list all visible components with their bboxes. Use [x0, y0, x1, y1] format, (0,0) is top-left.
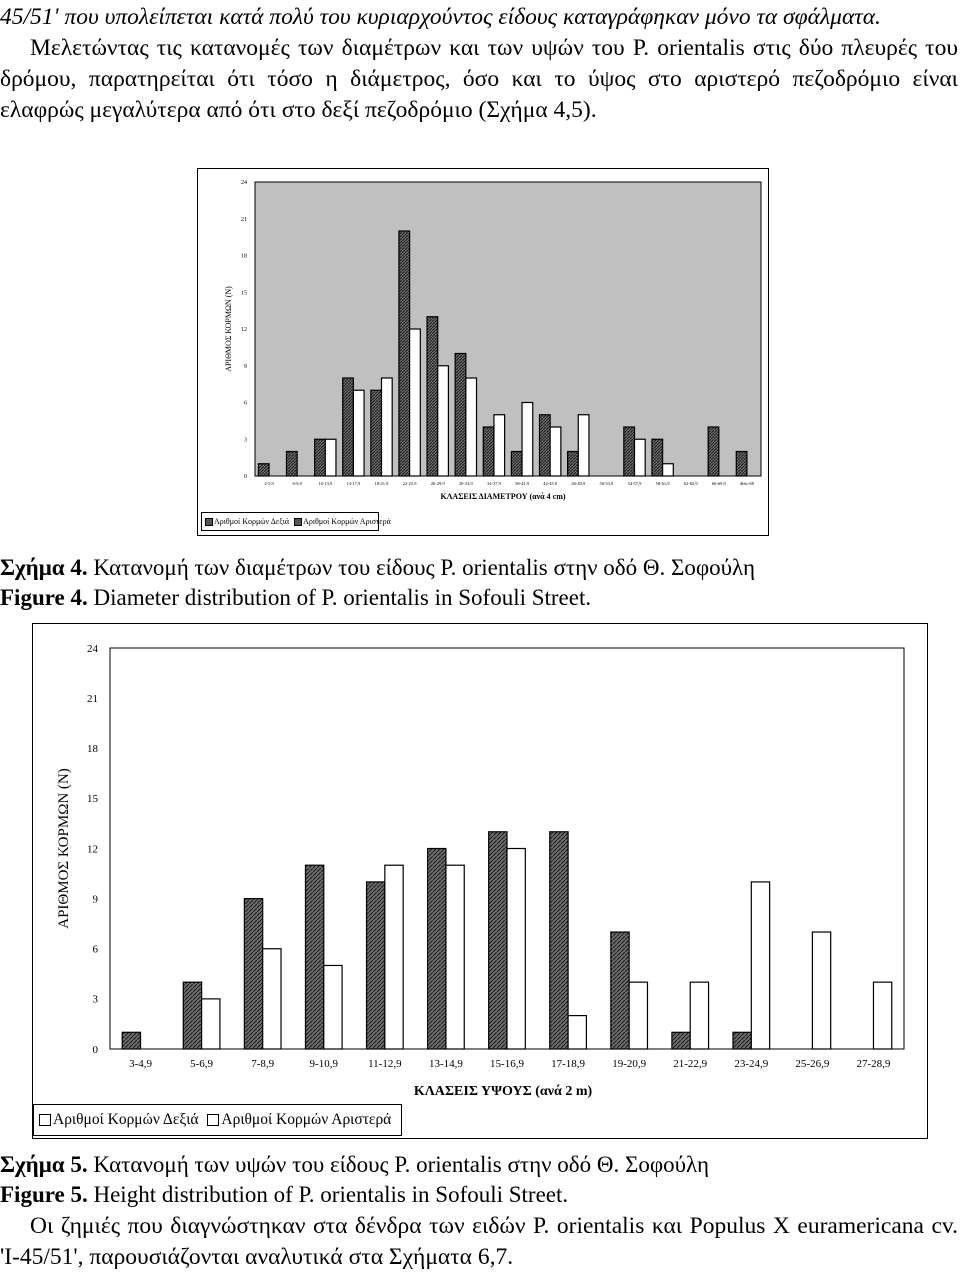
bar-right [258, 464, 269, 476]
x-tick-label: 25-26,9 [795, 1058, 830, 1070]
y-tick-label: 12 [87, 843, 98, 856]
figure-4-text-gr: Κατανομή των διαμέτρων του είδους P. orientalis στην οδό Θ. Σοφούλη [87, 555, 756, 580]
x-tick-label: 26-29,9 [430, 481, 445, 486]
figure-5-label-gr: Σχήμα 5. [0, 1152, 88, 1177]
x-tick-label: 21-22,9 [673, 1058, 708, 1070]
bar-left [522, 403, 533, 477]
x-tick-label: 18-21,9 [374, 481, 389, 486]
bar-right [736, 452, 747, 477]
x-tick-label: 14-17,9 [346, 481, 361, 486]
bar-right [539, 415, 550, 476]
x-tick-label: 7-8,9 [251, 1058, 275, 1070]
x-tick-label: 19-20,9 [612, 1058, 647, 1070]
x-tick-label: 22-25,9 [402, 481, 417, 486]
outro-text: Οι ζημιές που διαγνώστηκαν στα δένδρα των ειδών P. orientalis και Populus X euramericana cv. 'I-45/51', παρουσιάζονται αναλυτικά στα Σχήματα 6,7. [0, 1213, 958, 1270]
y-tick-label: 21 [87, 692, 98, 705]
x-tick-label: 2-5,9 [264, 481, 274, 486]
diameter-chart-svg [198, 169, 768, 535]
bar-left [382, 378, 393, 476]
figure-4-label-en: Figure 4. [0, 585, 88, 610]
bar-left [550, 427, 561, 476]
x-tick-label: 34-37,9 [487, 481, 501, 486]
bar-left [629, 982, 647, 1049]
legend-label-left: Αριθμοί Κορμών Αριστερά [221, 1111, 392, 1128]
x-tick-label: 54-57,9 [627, 481, 642, 486]
bar-right [568, 452, 579, 477]
bar-left [494, 415, 505, 476]
bar-right [611, 932, 629, 1049]
bar-right [427, 317, 438, 476]
x-tick-label: 13-14,9 [428, 1058, 463, 1070]
bar-left [812, 932, 830, 1049]
bar-left [410, 329, 421, 476]
legend-label-right: Αριθμοί Κορμών Δεξιά [53, 1111, 199, 1128]
y-axis-label: ΑΡΙΘΜΟΣ ΚΟΡΜΩΝ (Ν) [56, 768, 72, 929]
bar-left [446, 865, 464, 1049]
x-tick-label: 46-49,9 [571, 481, 586, 486]
bar-right [455, 354, 466, 477]
y-tick-label: 3 [92, 993, 98, 1006]
x-tick-label: 15-16,9 [490, 1058, 524, 1070]
x-tick-label: 10-13,9 [318, 481, 333, 486]
x-tick-label: 30-33,9 [458, 481, 473, 486]
bar-right [708, 427, 719, 476]
y-tick-label: 12 [241, 327, 247, 334]
bar-right [183, 982, 201, 1049]
intro-paragraph-2: Μελετώντας τις κατανομές των διαμέτρων και των υψών του P. orientalis στις δύο πλευρές του δρόμου, παρατηρείται ότι τόσο η διάμετρος, όσο και το ύψος στο αριστερό πεζοδρόμιο είναι ελαφρώς μεγαλύτερα από ότι στο δεξί πεζοδρόμιο (Σχήμα 4,5). [0, 35, 958, 123]
y-tick-label: 3 [244, 437, 247, 444]
bar-left [751, 882, 769, 1049]
y-tick-label: 6 [92, 943, 98, 956]
y-tick-label: 18 [87, 743, 98, 756]
legend-swatch-left [207, 1114, 219, 1126]
bar-right [733, 1032, 751, 1049]
bar-right [286, 452, 297, 477]
bar-left [873, 982, 891, 1049]
y-tick-label: 0 [92, 1043, 98, 1056]
figure-4-text-en: Diameter distribution of P. orientalis in Sofouli Street. [87, 585, 592, 610]
y-tick-label: 18 [241, 253, 247, 260]
intro-line-1: 45/51' που υπολείπεται κατά πολύ του κυριαρχούντος είδους καταγράφηκαν μόνο τα σφάλματα. [0, 4, 881, 30]
figure-5-legend [33, 1104, 402, 1136]
bar-left [438, 366, 449, 476]
x-tick-label: 50-53,9 [599, 481, 614, 486]
x-tick-label: 38-41,9 [515, 481, 529, 486]
x-tick-label: 17-18,9 [551, 1058, 586, 1070]
y-tick-label: 6 [244, 400, 247, 407]
bar-left [385, 865, 403, 1049]
y-tick-label: 21 [241, 216, 247, 223]
bar-right [489, 832, 507, 1049]
y-tick-label: 24 [87, 642, 98, 655]
x-tick-label: 11-12,9 [368, 1058, 402, 1070]
bar-left [353, 390, 364, 476]
x-tick-label: 23-24,9 [734, 1058, 769, 1070]
bar-left [690, 982, 708, 1049]
figure-5-caption-en [0, 1180, 568, 1210]
bar-right [305, 865, 323, 1049]
y-tick-label: 9 [92, 893, 98, 906]
figure-5-text-en: Height distribution of P. orientalis in Sofouli Street. [87, 1182, 569, 1207]
bar-right [315, 439, 326, 476]
x-tick-label: 5-6,9 [190, 1058, 214, 1070]
figure-4-caption-gr [0, 553, 755, 583]
y-tick-label: 9 [244, 363, 247, 370]
bar-left [466, 378, 477, 476]
height-chart-svg [33, 624, 927, 1138]
figure-4-label-gr: Σχήμα 4. [0, 555, 88, 580]
x-tick-label: 58-61,9 [655, 481, 670, 486]
bar-right [652, 439, 663, 476]
bar-right [428, 849, 446, 1050]
x-tick-label: 27-28,9 [856, 1058, 891, 1070]
bar-right [550, 832, 568, 1049]
x-tick-label: 3-4,9 [129, 1058, 152, 1070]
bar-left [202, 999, 220, 1049]
bar-right [244, 899, 262, 1049]
figure-5-caption-gr [0, 1150, 709, 1180]
bar-left [263, 949, 281, 1049]
legend-swatch-right [205, 518, 213, 526]
y-tick-label: 0 [244, 474, 247, 481]
bar-right [511, 452, 522, 477]
figure-4-legend [201, 512, 391, 531]
bar-right [483, 427, 494, 476]
intro-text [0, 2, 958, 126]
bar-left [635, 439, 646, 476]
bar-right [672, 1032, 690, 1049]
x-tick-label: 9-10,9 [309, 1058, 338, 1070]
bar-right [399, 231, 410, 476]
x-tick-label: 42-45,9 [543, 481, 558, 486]
bar-right [624, 427, 635, 476]
legend-swatch-left [294, 518, 302, 526]
figure-5-text-gr: Κατανομή των υψών του είδους P. orientalis στην οδό Θ. Σοφούλη [87, 1152, 710, 1177]
y-tick-label: 15 [87, 793, 98, 806]
legend-swatch-right [39, 1114, 51, 1126]
figure-5-label-en: Figure 5. [0, 1182, 88, 1207]
x-tick-label: 6-9,9 [292, 481, 302, 486]
figure-4-chart [197, 168, 769, 536]
bar-left [663, 464, 674, 476]
x-tick-label: 62-65,9 [683, 481, 698, 486]
legend-label-left: Αριθμοί Κορμών Αριστερά [303, 517, 391, 526]
bar-right [367, 882, 385, 1049]
plot-area [255, 182, 761, 476]
figure-4-caption-en [0, 583, 591, 613]
x-axis-label: ΚΛΑΣΕΙΣ ΥΨΟΥΣ (ανά 2 m) [413, 1084, 593, 1099]
bar-left [324, 965, 342, 1049]
bar-left [325, 439, 336, 476]
bar-right [371, 390, 382, 476]
x-axis-label: ΚΛΑΣΕΙΣ ΔΙΑΜΕΤΡΟΥ (ανά 4 cm) [440, 492, 566, 501]
bar-right [343, 378, 354, 476]
bar-left [507, 849, 525, 1050]
y-tick-label: 24 [241, 180, 247, 187]
x-tick-label: 66-69,9 [711, 481, 726, 486]
bar-left [578, 415, 589, 476]
y-axis-label: ΑΡΙΘΜΟΣ ΚΟΡΜΩΝ (Ν) [224, 286, 233, 372]
legend-label-right: Αριθμοί Κορμών Δεξιά [214, 517, 290, 526]
bar-left [568, 1016, 586, 1049]
bar-right [122, 1032, 140, 1049]
x-tick-label: dbh>68 [740, 481, 754, 486]
y-tick-label: 15 [241, 290, 247, 297]
figure-5-chart [32, 623, 928, 1139]
